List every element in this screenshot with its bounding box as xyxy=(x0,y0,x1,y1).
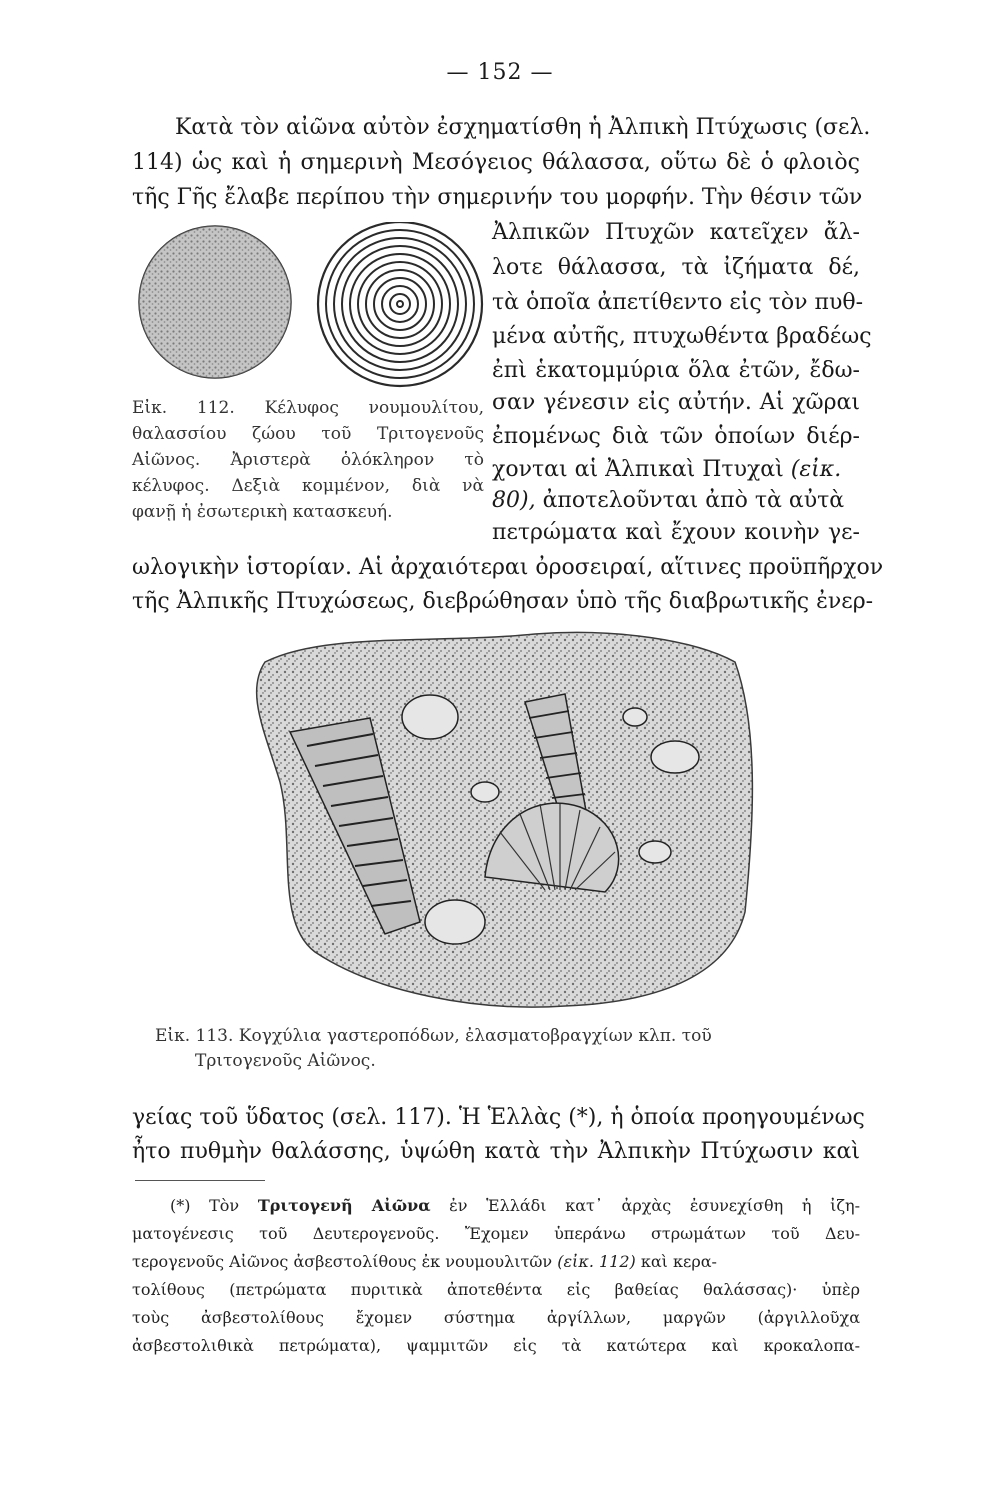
text-line: ἦτο πυθμὴν θαλάσσης, ὑψώθη κατὰ τὴν Ἀλπικὴν Πτύχωσιν καὶ xyxy=(132,1139,860,1164)
footnote-line: (*) Τὸν Τριτογενῆ Αἰῶνα ἐν Ἑλλάδι κατ᾽ ἀρχὰς ἐσυνεχίσθη ἡ ἰζη- xyxy=(170,1196,861,1215)
text-line: ἐπὶ ἑκατομμύρια ὅλα ἐτῶν, ἔδω- xyxy=(492,358,860,383)
figure-113-caption: Τριτογενοῦς Αἰῶνος. xyxy=(195,1051,376,1071)
text-line: τῆς Ἀλπικῆς Πτυχώσεως, διεβρώθησαν ὑπὸ τῆς διαβρωτικῆς ἐνερ- xyxy=(132,589,874,614)
figure-112-caption: Αἰῶνος. Ἀριστερὰ ὁλόκληρον τὸ xyxy=(132,450,484,470)
footnote-bold-term: Τριτογενῆ Αἰῶνα xyxy=(257,1196,431,1215)
figure-112-caption: θαλασσίου ζώου τοῦ Τριτογενοῦς xyxy=(132,424,484,444)
text-line: τῆς Γῆς ἔλαβε περίπου τὴν σημερινήν του μορφήν. Τὴν θέσιν τῶν xyxy=(132,185,863,210)
figure-112-caption: κέλυφος. Δεξιὰ κομμένον, διὰ νὰ xyxy=(132,476,484,496)
text-line: τὰ ὁποῖα ἀπετίθεντο εἰς τὸν πυθ- xyxy=(492,290,864,315)
text-line: ἐπομένως διὰ τῶν ὁποίων διέρ- xyxy=(492,424,860,449)
nummulite-figure xyxy=(130,222,490,392)
footnote-line: ἀσβεστολιθικὰ πετρώματα), ψαμμιτῶν εἰς τὰ κατώτερα καὶ κροκαλοπα- xyxy=(132,1336,860,1355)
figure-113-caption: Εἰκ. 113. Κογχύλια γαστεροπόδων, ἐλασματοβραγχίων κλπ. τοῦ xyxy=(155,1026,712,1046)
text-line: γείας τοῦ ὕδατος (σελ. 117). Ἡ Ἑλλὰς (*), ἡ ὁποία προηγουμένως xyxy=(132,1105,865,1130)
footnote-line: ματογένεσις τοῦ Δευτερογενοῦς. Ἔχομεν ὑπεράνω στρωμάτων τοῦ Δευ- xyxy=(132,1224,860,1243)
footnote-line: τολίθους (πετρώματα πυριτικὰ ἀποτεθέντα εἰς βαθείας θαλάσσας)· ὑπὲρ xyxy=(132,1280,860,1299)
text-line: 114) ὡς καὶ ἡ σημερινὴ Μεσόγειος θάλασσα, οὕτω δὲ ὁ φλοιὸς xyxy=(132,150,860,175)
footnote-divider xyxy=(135,1180,265,1181)
nummulite-cut-shell xyxy=(318,222,482,386)
text-line: 80), ἀποτελοῦνται ἀπὸ τὰ αὐτὰ xyxy=(492,488,845,513)
text-line: μένα αὐτῆς, πτυχωθέντα βραδέως xyxy=(492,324,872,349)
text-line: πετρώματα καὶ ἔχουν κοινὴν γε- xyxy=(492,520,860,545)
footnote-line: τοὺς ἀσβεστολίθους ἔχομεν σύστημα ἀργίλλων, μαργῶν (ἀργιλλοῦχα xyxy=(132,1308,860,1327)
text-line: λοτε θάλασσα, τὰ ἰζήματα δέ, xyxy=(492,255,860,280)
text-line: ωλογικὴν ἱστορίαν. Αἱ ἀρχαιότεραι ὀροσειραί, αἵτινες προϋπῆρχον xyxy=(132,555,884,580)
nummulite-whole-shell xyxy=(139,226,291,378)
fossil-rock-figure xyxy=(235,622,770,1014)
figure-112-caption: φανῇ ἡ ἐσωτερικὴ κατασκευή. xyxy=(132,502,393,522)
page-number: — 152 — xyxy=(446,60,554,85)
figure-reference: 80), xyxy=(492,488,536,513)
footnote-line: τερογενοῦς Αἰῶνος ἀσβεστολίθους ἐκ νουμουλιτῶν (εἰκ. 112) καὶ κερα- xyxy=(132,1252,717,1271)
text-line: Κατὰ τὸν αἰῶνα αὐτὸν ἐσχηματίσθη ἡ Ἀλπικὴ Πτύχωσις (σελ. xyxy=(175,115,871,140)
text-line: σαν γένεσιν εἰς αὐτήν. Αἱ χῶραι xyxy=(492,390,860,415)
figure-112-caption: Εἰκ. 112. Κέλυφος νουμουλίτου, xyxy=(132,398,484,418)
text-line: Ἀλπικῶν Πτυχῶν κατεῖχεν ἄλ- xyxy=(492,220,860,245)
text-line: χονται αἱ Ἀλπικαὶ Πτυχαὶ (εἰκ. xyxy=(492,457,842,482)
figure-reference: (εἰκ. 112) xyxy=(557,1252,636,1271)
figure-reference: (εἰκ. xyxy=(790,457,842,482)
